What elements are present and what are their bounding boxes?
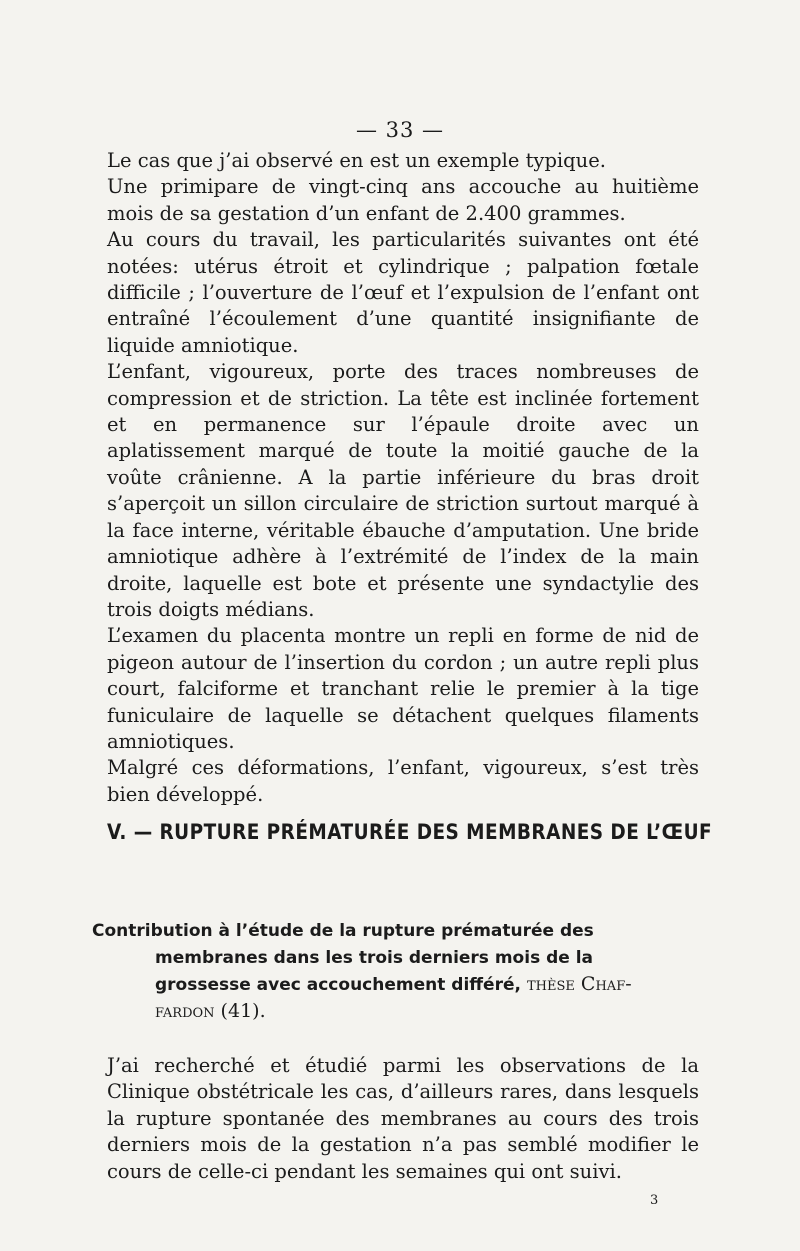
- paragraph: L’examen du placenta montre un repli en forme de nid de pigeon autour de l’insertion du cordon ; un autre repli plus court, falciforme et tranchant relie le premier à la tige funiculaire de laquelle se détachent quelques filaments amniotiques.: [107, 624, 699, 753]
- folio: 3: [650, 1193, 659, 1208]
- contribution-title: Contribution à l’étude de la rupture prématurée des: [92, 921, 594, 941]
- page-number: — 33 —: [355, 118, 445, 142]
- intro-text: [107, 148, 699, 808]
- paragraph: Une primipare de vingt-cinq ans accouche au huitième mois de sa gestation d’un enfant de 2.400 grammes.: [107, 175, 699, 225]
- paragraph: Malgré ces déformations, l’enfant, vigoureux, s’est très bien développé.: [107, 756, 699, 806]
- paragraph: J’ai recherché et étudié parmi les observations de la Clinique obstétricale les cas, d’ailleurs rares, dans lesquels la rupture spontanée des membranes au cours des trois derniers mois de la gestation n’a pas semblé modifier le cours de celle-ci pendant les semaines qui ont suivi.: [107, 1054, 699, 1183]
- paragraph: Au cours du travail, les particularités suivantes ont été notées: utérus étroit et cylindrique ; palpation fœtale difficile ; l’ouverture de l’œuf et l’expulsion de l’enfant ont entraîné l’écoulement d’une quantité insignifiante de liquide amniotique.: [107, 228, 699, 357]
- paragraph: L’enfant, vigoureux, porte des traces nombreuses de compression et de striction. La tête est inclinée fortement et en permanence sur l’épaule droite avec un aplatissement marqué de toute la moitié gauche de la voûte crânienne. A la partie inférieure du bras droit s’aperçoit un sillon circulaire de striction surtout marqué à la face interne, véritable ébauche d’amputation. Une bride amniotique adhère à l’extrémité de l’index de la main droite, laquelle est bote et présente une syndactylie des trois doigts médians.: [107, 360, 699, 621]
- contribution-line: [92, 917, 700, 944]
- contribution-reference: [92, 917, 700, 1024]
- contribution-title: membranes dans les trois derniers mois de la: [155, 948, 594, 968]
- contribution-line: [92, 944, 700, 971]
- contribution-line: fardon (41).: [155, 1000, 266, 1022]
- paragraph: Le cas que j’ai observé en est un exemple typique.: [107, 149, 606, 172]
- closing-text: [107, 1053, 699, 1185]
- contribution-author: thèse Chaf-: [520, 973, 632, 995]
- contribution-title: grossesse avec accouchement différé,: [155, 975, 521, 995]
- section-heading: V. — RUPTURE PRÉMATURÉE DES MEMBRANES DE L’ŒUF: [107, 820, 713, 844]
- contribution-line: [92, 971, 700, 998]
